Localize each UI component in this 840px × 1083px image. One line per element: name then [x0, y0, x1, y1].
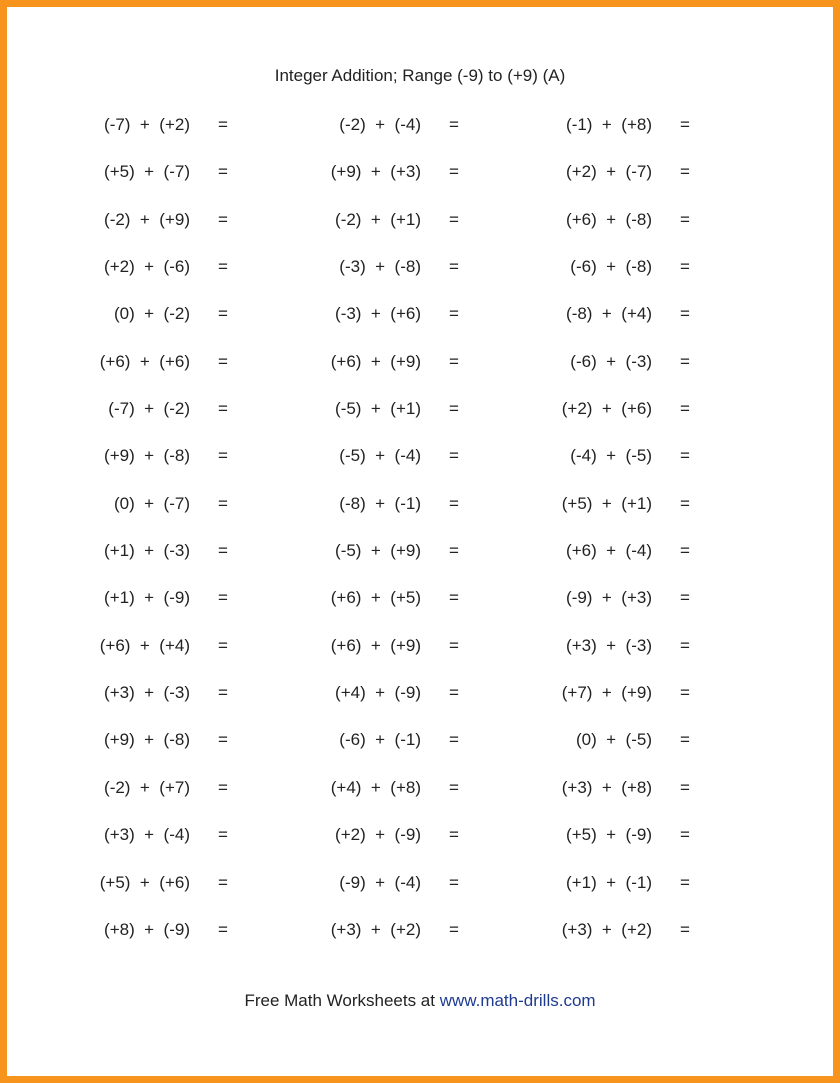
problem-row — [0, 158, 840, 205]
equals-sign: = — [218, 351, 228, 371]
problem-row — [0, 442, 840, 489]
footer-text: Free Math Worksheets at — [244, 991, 440, 1010]
problem-expression: (+3) + (+8) — [561, 777, 652, 797]
equals-sign: = — [680, 209, 690, 229]
problem-expression: (+6) + (+9) — [330, 635, 421, 655]
problem-expression: (+3) + (-3) — [104, 683, 190, 703]
problem-grid — [0, 111, 840, 963]
problem-row — [0, 679, 840, 726]
equals-sign: = — [680, 872, 690, 892]
equals-sign: = — [218, 162, 228, 182]
equals-sign: = — [680, 493, 690, 513]
equals-sign: = — [218, 493, 228, 513]
problem-expression: (-3) + (+6) — [335, 304, 421, 324]
problem — [0, 679, 652, 707]
problem-expression: (+5) + (+1) — [561, 493, 652, 513]
problem — [0, 632, 652, 660]
problem-row — [0, 206, 840, 253]
problem-expression: (+9) + (+3) — [330, 162, 421, 182]
footer — [0, 991, 840, 1011]
problem — [0, 821, 652, 849]
problem-expression: (-2) + (-4) — [339, 115, 421, 134]
equals-sign: = — [680, 919, 690, 939]
problem-expression: (+3) + (-4) — [104, 825, 190, 845]
problem — [0, 774, 652, 802]
problem — [0, 490, 652, 518]
equals-sign: = — [218, 588, 228, 608]
problem-expression: (+4) + (-9) — [335, 683, 421, 703]
problem-expression: (0) + (-7) — [113, 493, 190, 513]
problem-expression: (+6) + (+6) — [99, 351, 190, 371]
problem-expression: (+4) + (+8) — [330, 777, 421, 797]
equals-sign: = — [218, 730, 228, 750]
equals-sign: = — [449, 541, 459, 561]
problem-expression: (+5) + (-7) — [104, 162, 190, 182]
equals-sign: = — [449, 825, 459, 845]
problem-expression: (+8) + (-9) — [104, 919, 190, 939]
problem-expression: (+2) + (-7) — [566, 162, 652, 182]
problem-expression: (+3) + (-3) — [566, 635, 652, 655]
problem-expression: (-2) + (+1) — [335, 209, 421, 229]
problem-expression: (-8) + (-1) — [339, 493, 421, 513]
equals-sign: = — [218, 777, 228, 797]
equals-sign: = — [680, 730, 690, 750]
equals-sign: = — [218, 115, 228, 134]
problem-expression: (+1) + (-9) — [104, 588, 190, 608]
equals-sign: = — [218, 541, 228, 561]
problem-expression: (-7) + (+2) — [104, 115, 190, 134]
equals-sign: = — [680, 446, 690, 466]
equals-sign: = — [218, 683, 228, 703]
problem — [0, 584, 652, 612]
equals-sign: = — [680, 683, 690, 703]
equals-sign: = — [680, 304, 690, 324]
problem-expression: (+5) + (+6) — [99, 872, 190, 892]
equals-sign: = — [680, 635, 690, 655]
equals-sign: = — [218, 304, 228, 324]
equals-sign: = — [449, 588, 459, 608]
problem — [0, 253, 652, 281]
problem-expression: (+2) + (-6) — [104, 257, 190, 277]
equals-sign: = — [449, 683, 459, 703]
problem-expression: (+2) + (+6) — [561, 399, 652, 419]
problem-expression: (+7) + (+9) — [561, 683, 652, 703]
problem — [0, 726, 652, 754]
problem-expression: (-6) + (-8) — [570, 257, 652, 277]
problem-expression: (-2) + (+9) — [104, 209, 190, 229]
equals-sign: = — [680, 115, 690, 134]
equals-sign: = — [680, 351, 690, 371]
equals-sign: = — [218, 446, 228, 466]
problem-expression: (-6) + (-3) — [570, 351, 652, 371]
problem — [0, 916, 652, 944]
problem-expression: (-7) + (-2) — [108, 399, 190, 419]
problem-expression: (+6) + (+5) — [330, 588, 421, 608]
equals-sign: = — [449, 209, 459, 229]
problem-row — [0, 253, 840, 300]
equals-sign: = — [449, 351, 459, 371]
problem-row — [0, 300, 840, 347]
footer-link[interactable]: www.math-drills.com — [439, 991, 596, 1010]
problem — [0, 111, 652, 139]
problem-expression: (+3) + (+2) — [561, 919, 652, 939]
equals-sign: = — [449, 493, 459, 513]
equals-sign: = — [680, 588, 690, 608]
equals-sign: = — [449, 162, 459, 182]
problem-expression: (-5) + (-4) — [339, 446, 421, 466]
problem-expression: (-9) + (-4) — [339, 872, 421, 892]
equals-sign: = — [449, 919, 459, 939]
problem-row — [0, 537, 840, 584]
equals-sign: = — [449, 115, 459, 134]
equals-sign: = — [218, 825, 228, 845]
problem — [0, 442, 652, 470]
equals-sign: = — [449, 304, 459, 324]
problem-row — [0, 916, 840, 963]
equals-sign: = — [680, 541, 690, 561]
problem-expression: (0) + (-2) — [113, 304, 190, 324]
problem-row — [0, 869, 840, 916]
problem-row — [0, 395, 840, 442]
problem-row — [0, 584, 840, 631]
equals-sign: = — [218, 872, 228, 892]
problem — [0, 537, 652, 565]
equals-sign: = — [449, 635, 459, 655]
problem-expression: (-9) + (+3) — [566, 588, 652, 608]
problem-expression: (+6) + (+9) — [330, 351, 421, 371]
equals-sign: = — [218, 635, 228, 655]
problem-expression: (+5) + (-9) — [566, 825, 652, 845]
problem-expression: (-8) + (+4) — [566, 304, 652, 324]
problem-expression: (0) + (-5) — [575, 730, 652, 750]
equals-sign: = — [218, 919, 228, 939]
problem — [0, 300, 652, 328]
problem-expression: (-1) + (+8) — [566, 115, 652, 134]
equals-sign: = — [680, 257, 690, 277]
equals-sign: = — [449, 257, 459, 277]
equals-sign: = — [449, 872, 459, 892]
problem-expression: (+9) + (-8) — [104, 730, 190, 750]
problem-expression: (+9) + (-8) — [104, 446, 190, 466]
equals-sign: = — [449, 446, 459, 466]
problem-row — [0, 490, 840, 537]
equals-sign: = — [449, 777, 459, 797]
problem-expression: (+6) + (-8) — [566, 209, 652, 229]
problem-row — [0, 111, 840, 158]
equals-sign: = — [680, 777, 690, 797]
problem-expression: (+1) + (-3) — [104, 541, 190, 561]
problem-expression: (+3) + (+2) — [330, 919, 421, 939]
equals-sign: = — [218, 257, 228, 277]
problem-expression: (-6) + (-1) — [339, 730, 421, 750]
problem-row — [0, 821, 840, 868]
equals-sign: = — [680, 399, 690, 419]
problem — [0, 158, 652, 186]
problem-expression: (-3) + (-8) — [339, 257, 421, 277]
problem-expression: (+1) + (-1) — [566, 872, 652, 892]
problem — [0, 395, 652, 423]
equals-sign: = — [680, 825, 690, 845]
problem-row — [0, 726, 840, 773]
problem-expression: (-2) + (+7) — [104, 777, 190, 797]
problem-expression: (-5) + (+1) — [335, 399, 421, 419]
problem-expression: (+6) + (+4) — [99, 635, 190, 655]
equals-sign: = — [218, 399, 228, 419]
problem-row — [0, 348, 840, 395]
equals-sign: = — [449, 730, 459, 750]
problem-expression: (-4) + (-5) — [570, 446, 652, 466]
equals-sign: = — [449, 399, 459, 419]
problem-expression: (+2) + (-9) — [335, 825, 421, 845]
problem — [0, 206, 652, 234]
problem-expression: (-5) + (+9) — [335, 541, 421, 561]
worksheet-title: Integer Addition; Range (-9) to (+9) (A) — [274, 66, 566, 85]
problem — [0, 348, 652, 376]
equals-sign: = — [680, 162, 690, 182]
problem — [0, 869, 652, 897]
equals-sign: = — [218, 209, 228, 229]
problem-expression: (+6) + (-4) — [566, 541, 652, 561]
problem-row — [0, 774, 840, 821]
problem-row — [0, 632, 840, 679]
